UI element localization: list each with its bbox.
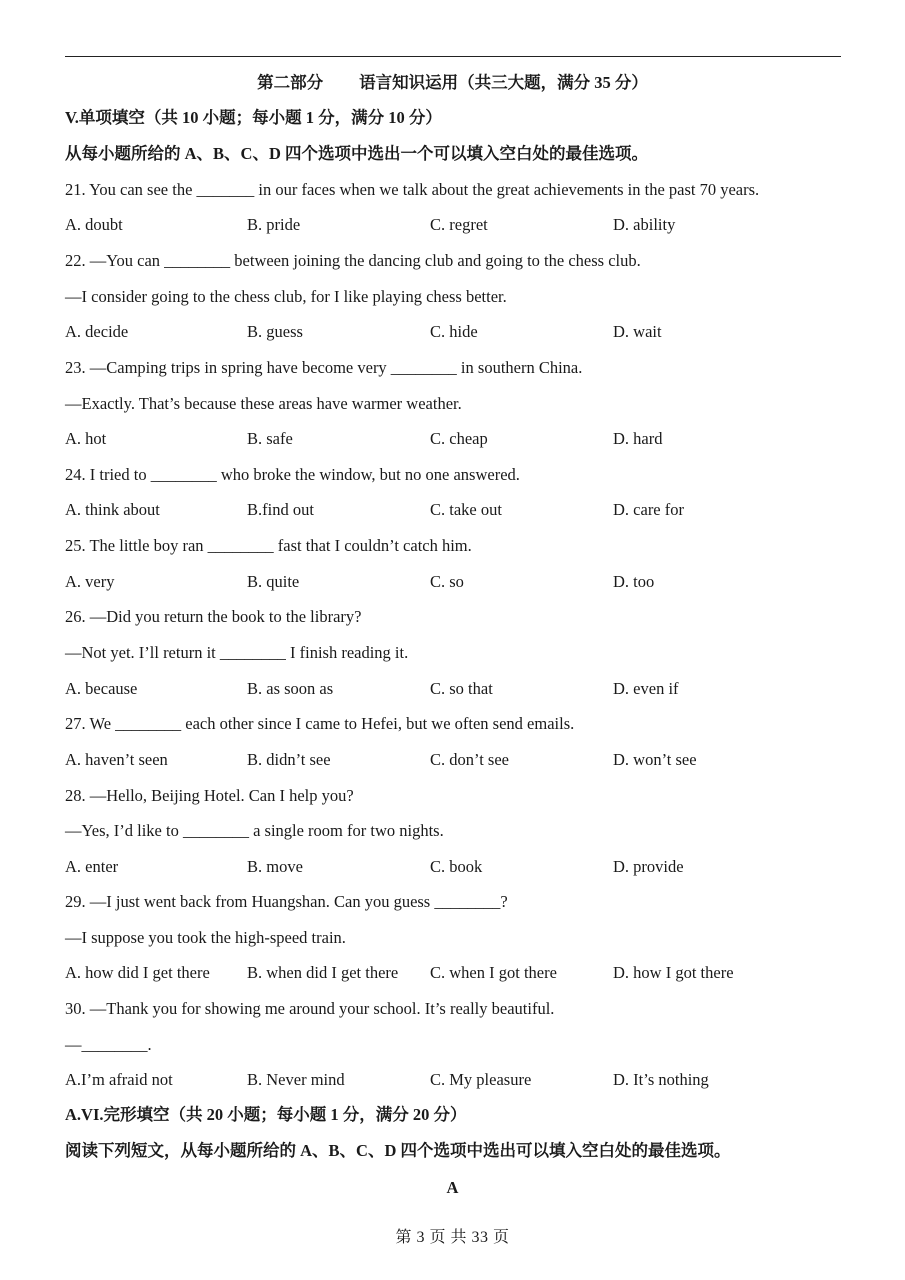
question-line: 21. You can see the _______ in our faces when we talk about the great achievements in the past 70 years.	[65, 180, 760, 199]
option-d: D. hard	[613, 429, 663, 448]
option-c: C. book	[430, 857, 483, 876]
option-c: C. so	[430, 572, 464, 591]
option-b: B. safe	[247, 429, 293, 448]
question-line: 28. —Hello, Beijing Hotel. Can I help you?	[65, 786, 354, 805]
question-line: 23. —Camping trips in spring have become very ________ in southern China.	[65, 358, 583, 377]
question-line: 30. —Thank you for showing me around your school. It’s really beautiful.	[65, 999, 555, 1018]
question-line: 24. I tried to ________ who broke the window, but no one answered.	[65, 465, 520, 484]
passage-label: A	[446, 1178, 459, 1197]
option-b: B. Never mind	[247, 1070, 345, 1089]
question-line: —Exactly. That’s because these areas have warmer weather.	[65, 394, 462, 413]
question-line: —________.	[65, 1035, 152, 1054]
option-c: C. don’t see	[430, 750, 509, 769]
option-b: B. quite	[247, 572, 300, 591]
option-b: B. guess	[247, 322, 303, 341]
page-number: 第 3 页 共 33 页	[395, 1229, 510, 1246]
option-b: B. move	[247, 857, 303, 876]
option-d: D. It’s nothing	[613, 1070, 709, 1089]
option-d: D. even if	[613, 679, 679, 698]
question-line: —I suppose you took the high-speed train.	[65, 928, 346, 947]
option-c: C. so that	[430, 679, 493, 698]
section6-heading: A.VI.完形填空（共 20 小题；每小题 1 分，满分 20 分）	[65, 1105, 467, 1124]
option-b: B. as soon as	[247, 679, 334, 698]
top-rule	[65, 56, 841, 57]
section5-heading: V.单项填空（共 10 小题；每小题 1 分，满分 10 分）	[65, 108, 442, 127]
option-d: D. wait	[613, 322, 662, 341]
option-b: B. didn’t see	[247, 750, 331, 769]
option-d: D. provide	[613, 857, 684, 876]
option-c: C. when I got there	[430, 963, 557, 982]
question-line: 27. We ________ each other since I came to Hefei, but we often send emails.	[65, 714, 575, 733]
option-a: A. enter	[65, 857, 119, 876]
question-line: 22. —You can ________ between joining the dancing club and going to the chess club.	[65, 251, 641, 270]
option-c: C. My pleasure	[430, 1070, 532, 1089]
question-line: 29. —I just went back from Huangshan. Can you guess ________?	[65, 892, 508, 911]
option-d: D. too	[613, 572, 655, 591]
option-a: A. very	[65, 572, 115, 591]
option-a: A. how did I get there	[65, 963, 210, 982]
question-line: —I consider going to the chess club, for I like playing chess better.	[65, 287, 507, 306]
option-b: B. pride	[247, 215, 301, 234]
question-line: 25. The little boy ran ________ fast that I couldn’t catch him.	[65, 536, 472, 555]
question-line: —Not yet. I’ll return it ________ I finish reading it.	[65, 643, 409, 662]
section6-instruction: 阅读下列短文，从每小题所给的 A、B、C、D 四个选项中选出可以填入空白处的最佳选项。	[65, 1141, 731, 1160]
option-d: D. care for	[613, 500, 684, 519]
option-a: A. because	[65, 679, 138, 698]
option-a: A. doubt	[65, 215, 123, 234]
option-a: A. hot	[65, 429, 107, 448]
option-a: A.I’m afraid not	[65, 1070, 173, 1089]
option-a: A. think about	[65, 500, 160, 519]
option-c: C. cheap	[430, 429, 488, 448]
option-c: C. regret	[430, 215, 488, 234]
section5-instruction: 从每小题所给的 A、B、C、D 四个选项中选出一个可以填入空白处的最佳选项。	[65, 144, 649, 163]
option-d: D. how I got there	[613, 963, 734, 982]
option-d: D. won’t see	[613, 750, 697, 769]
part-label: 第二部分	[257, 73, 324, 92]
option-c: C. take out	[430, 500, 502, 519]
option-b: B. when did I get there	[247, 963, 399, 982]
option-a: A. decide	[65, 322, 129, 341]
option-a: A. haven’t seen	[65, 750, 168, 769]
option-d: D. ability	[613, 215, 676, 234]
part-title	[0, 72, 905, 94]
part-heading: 语言知识运用（共三大题，满分 35 分）	[359, 73, 648, 92]
question-line: 26. —Did you return the book to the library?	[65, 607, 362, 626]
question-line: —Yes, I’d like to ________ a single room for two nights.	[65, 821, 444, 840]
option-c: C. hide	[430, 322, 478, 341]
option-b: B.find out	[247, 500, 314, 519]
